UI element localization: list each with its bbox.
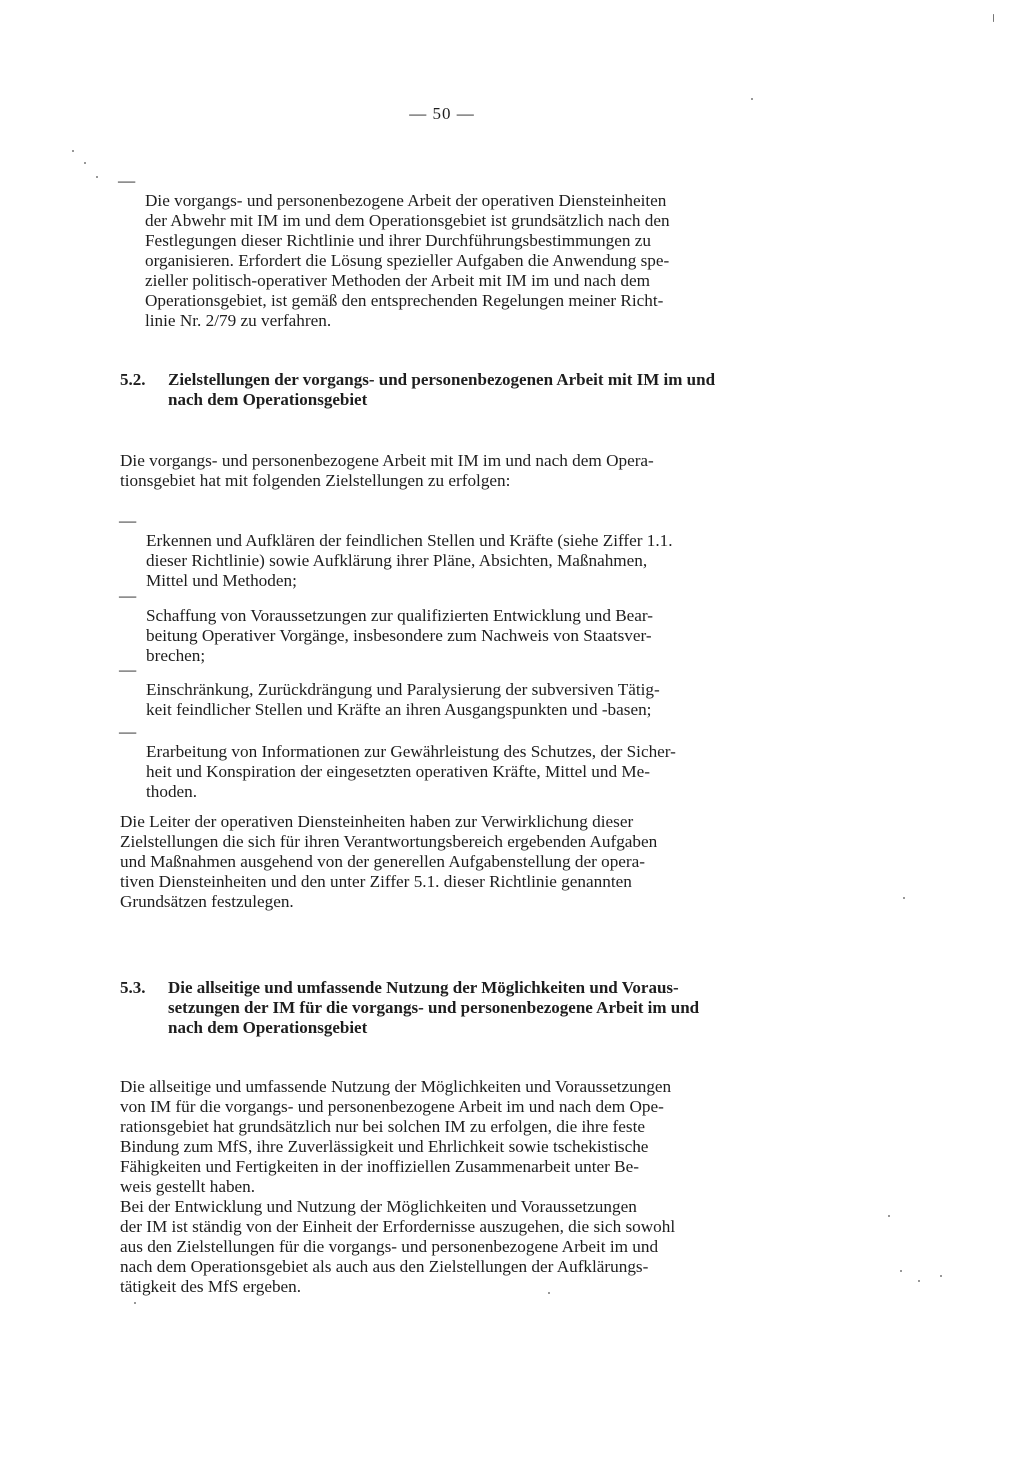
scan-speck — [993, 14, 994, 22]
bullet-text: Erarbeitung von Informationen zur Gewährleistung des Schutzes, der Sicher- heit und Konspiration der eingesetzten operativen Kräfte, Mittel und Me- thoden. — [146, 742, 676, 801]
scan-speck — [900, 1270, 902, 1272]
bullet-dash: — — [119, 586, 137, 605]
intro-bullet — [118, 171, 770, 331]
scan-speck — [72, 150, 74, 152]
scan-speck — [918, 1280, 920, 1282]
scan-speck — [84, 162, 86, 164]
section-5-2-heading — [120, 370, 770, 410]
bullet-text: Einschränkung, Zurückdrängung und Paralysierung der subversiven Tätig- keit feindlicher Stellen und Kräfte an ihren Ausgangspunkten und -basen; — [146, 680, 660, 719]
section-5-2-bullet-4 — [119, 722, 770, 802]
section-5-2-bullet-1 — [119, 511, 770, 591]
intro-bullet-text: Die vorgangs- und personenbezogene Arbeit der operativen Diensteinheiten der Abwehr mit IM im und dem Operationsgebiet ist grundsätzlich nach den Festlegungen dieser Richtlinie und ihrer Durchführungsbestimmungen zu organisieren. Erfordert die Lösung spezieller Aufgaben die Anwendung spe- zieller politisch-operativer Methoden der Arbeit mit IM im und nach dem Operationsgebiet, ist gemäß den entsprechenden Regelungen meiner Richt- linie Nr. 2/79 zu verfahren. — [145, 191, 670, 330]
bullet-dash: — — [119, 660, 137, 679]
scan-speck — [96, 176, 98, 178]
bullet-dash: — — [119, 511, 137, 530]
scan-speck — [888, 1215, 890, 1217]
bullet-text: Schaffung von Voraussetzungen zur qualifizierten Entwicklung und Bear- beitung Operativer Vorgänge, insbesondere zum Nachweis von Staatsver- brechen; — [146, 606, 654, 665]
section-5-2-title: Zielstellungen der vorgangs- und personenbezogenen Arbeit mit IM im und nach dem Operationsgebiet — [168, 370, 716, 409]
scan-speck — [940, 1275, 942, 1277]
section-5-3-number: 5.3. — [120, 978, 146, 997]
scan-speck — [903, 897, 905, 899]
scan-speck — [751, 98, 753, 100]
page-number: — 50 — — [409, 104, 475, 123]
bullet-dash: — — [118, 171, 136, 190]
bullet-dash: — — [119, 722, 137, 741]
section-5-3-heading — [120, 978, 770, 1038]
bullet-text: Erkennen und Aufklären der feindlichen Stellen und Kräfte (siehe Ziffer 1.1. dieser Richtlinie) sowie Aufklärung ihrer Pläne, Absichten, Maßnahmen, Mittel und Methoden; — [146, 531, 673, 590]
section-5-2-intro: Die vorgangs- und personenbezogene Arbeit mit IM im und nach dem Opera- tionsgebiet hat mit folgenden Zielstellungen zu erfolgen: — [120, 451, 654, 490]
section-5-3-body: Die allseitige und umfassende Nutzung der Möglichkeiten und Voraussetzungen von IM für die vorgangs- und personenbezogene Arbeit im und nach dem Ope- rationsgebiet hat grundsätzlich nur bei solchen IM zu erfolgen, die ihre feste Bindung zum MfS, ihre Zuverlässigkeit und Ehrlichkeit sowie tschekistische Fähigkeiten und Fertigkeiten in der inoffiziellen Zusammenarbeit unter Be- weis gestellt haben. Bei der Entwicklung und Nutzung der Möglichkeiten und Voraussetzungen der IM ist ständig von der Einheit der Erfordernisse auszugehen, die sich sowohl aus den Zielstellungen für die vorgangs- und personenbezogene Arbeit im und nach dem Operationsgebiet als auch aus den Zielstellungen der Aufklärungs- tätigkeit des MfS ergeben. — [120, 1077, 676, 1296]
section-5-2-number: 5.2. — [120, 370, 146, 389]
section-5-3-title: Die allseitige und umfassende Nutzung der Möglichkeiten und Voraus- setzungen der IM für die vorgangs- und personenbezogene Arbeit im und nach dem Operationsgebiet — [168, 978, 700, 1037]
section-5-2-bullet-2 — [119, 586, 770, 666]
section-5-2-closing: Die Leiter der operativen Diensteinheiten haben zur Verwirklichung dieser Zielstellungen die sich für ihren Verantwortungsbereich ergebenden Aufgaben und Maßnahmen ausgehend von der generellen Aufgabenstellung der opera- tiven Diensteinheiten und den unter Ziffer 5.1. dieser Richtlinie genannten Grundsätzen festzulegen. — [120, 812, 658, 911]
scan-speck — [548, 1292, 550, 1294]
section-5-2-bullet-3 — [119, 660, 770, 720]
scan-speck — [134, 1302, 136, 1304]
